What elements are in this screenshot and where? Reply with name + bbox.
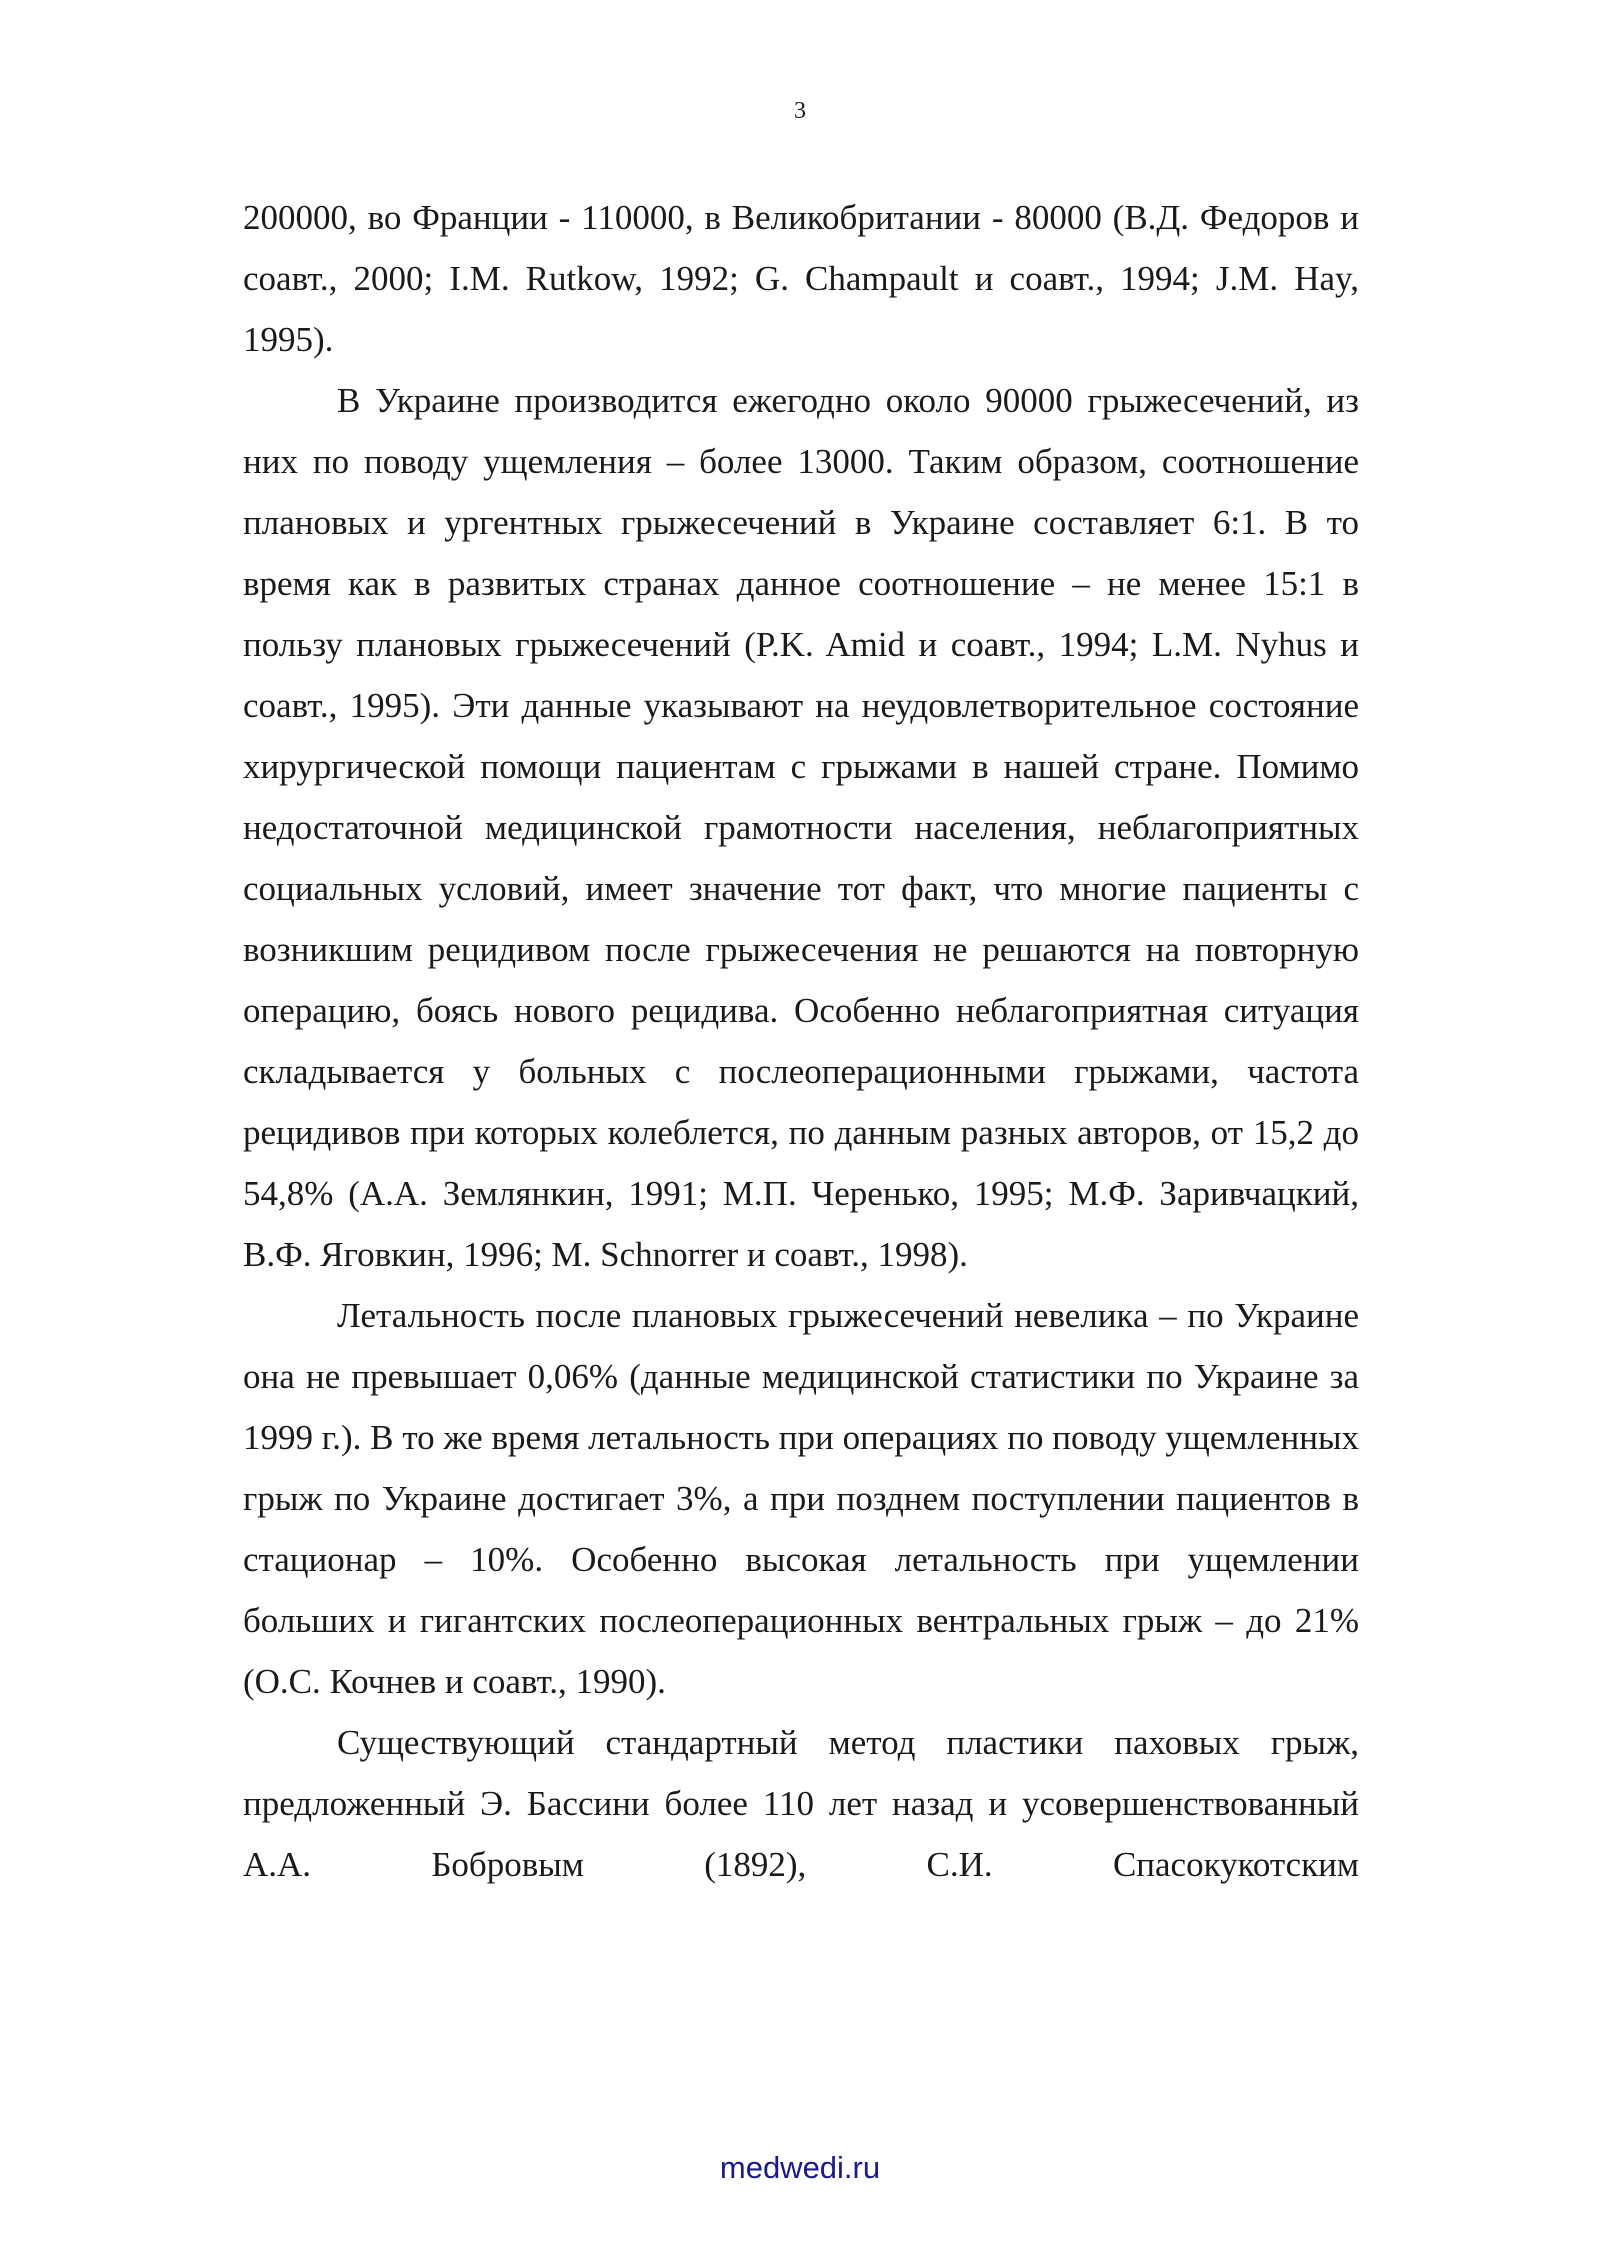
paragraph-mortality: Летальность после плановых грыжесечений невелика – по Украине она не превышает 0,06% (данные медицинской статистики по Украине за 1999 г.). В то же время летальность при операциях по поводу ущемленных грыж по Украине достигает 3%, а при позднем поступлении пациентов в стационар – 10%. Особенно высокая летальность при ущемлении больших и гигантских послеоперационных вентральных грыж – до 21% (О.С. Кочнев и соавт., 1990). (243, 1296, 1359, 1701)
footer-site-link[interactable]: medwedi.ru (719, 2150, 881, 2185)
page-number: 3 (794, 98, 806, 124)
paragraph-ukraine-statistics: В Украине производится ежегодно около 90000 грыжесечений, из них по поводу ущемления – более 13000. Таким образом, соотношение плановых и ургентных грыжесечений в Украине составляет 6:1. В то время как в развитых странах данное соотношение – не менее 15:1 в пользу плановых грыжесечений (Р.K. Amid и соавт., 1994; L.M. Nyhus и соавт., 1995). Эти данные указывают на неудовлетворительное состояние хирургической помощи пациентам с грыжами в нашей стране. Помимо недостаточной медицинской грамотности населения, неблагоприятных социальных условий, имеет значение тот факт, что многие пациенты с возникшим рецидивом после грыжесечения не решаются на повторную операцию, боясь нового рецидива. Особенно неблагоприятная ситуация складывается у больных с послеоперационными грыжами, частота рецидивов при которых колеблется, по данным разных авторов, от 15,2 до 54,8% (А.А. Землянкин, 1991; М.П. Черенько, 1995; М.Ф. Заривчацкий, В.Ф. Яговкин, 1996; M. Schnorrer и соавт., 1998). (243, 381, 1359, 1274)
paragraph-continuation: 200000, во Франции - 110000, в Великобритании - 80000 (В.Д. Федоров и соавт., 2000; I.M. Rutkow, 1992; G. Champault и соавт., 1994; J.M. Hay, 1995). (243, 198, 1359, 359)
paragraph-bassini-method: Существующий стандартный метод пластики паховых грыж, предложенный Э. Бассини более 110 лет назад и усовершенствованный А.А. Бобровым (1892), С.И. Спасокукотским (243, 1723, 1359, 1884)
document-body (243, 187, 1359, 1895)
